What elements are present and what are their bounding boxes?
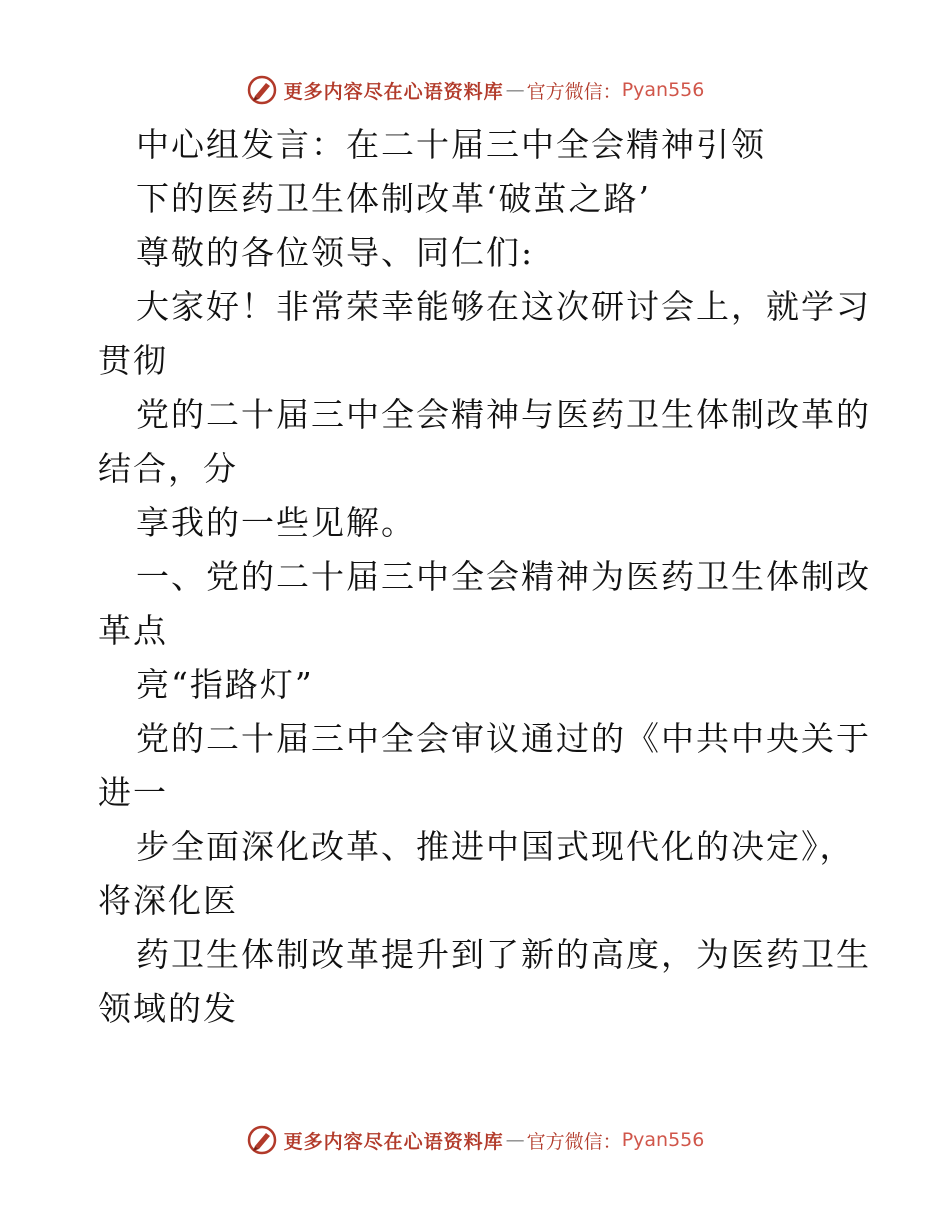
watermark-official: 官方微信： xyxy=(526,1130,622,1153)
text-line: 中心组发言：在二十届三中全会精神引领 xyxy=(136,125,766,164)
text-line: 党的二十届三中全会审议通过的《中共中央关于 xyxy=(136,719,871,758)
text-line: 领域的发 xyxy=(98,989,238,1028)
text-line: 尊敬的各位领导、同仁们: xyxy=(136,233,535,272)
text-line: 结合，分 xyxy=(98,449,238,488)
text-line: 下的医药卫生体制改革‘破茧之路’ xyxy=(136,179,651,218)
text-line: 进一 xyxy=(98,773,168,812)
text-line: 亮“指路灯” xyxy=(136,665,314,704)
text-line: 大家好！非常荣幸能够在这次研讨会上，就学习 xyxy=(136,287,871,326)
watermark-dash: — xyxy=(505,1129,525,1151)
pen-logo-icon xyxy=(246,1124,278,1156)
watermark-header xyxy=(0,70,950,110)
text-line: 革点 xyxy=(98,611,168,650)
watermark-official: 官方微信： xyxy=(526,80,622,103)
watermark-footer xyxy=(0,1120,950,1160)
text-line: 一、党的二十届三中全会精神为医药卫生体制改 xyxy=(136,557,871,596)
text-line: 党的二十届三中全会精神与医药卫生体制改革的 xyxy=(136,395,871,434)
text-line: 贯彻 xyxy=(98,341,168,380)
watermark-brand: 更多内容尽在心语资料库 xyxy=(283,1130,504,1153)
text-line: 步全面深化改革、推进中国式现代化的决定》， xyxy=(136,827,855,866)
watermark-wechat-id: Pyan556 xyxy=(621,79,705,101)
text-line: 享我的一些见解。 xyxy=(136,503,416,542)
text-line: 药卫生体制改革提升到了新的高度，为医药卫生 xyxy=(136,935,871,974)
watermark-wechat-id: Pyan556 xyxy=(621,1129,705,1151)
watermark-brand: 更多内容尽在心语资料库 xyxy=(283,80,504,103)
document-body xyxy=(98,118,871,1036)
pen-logo-icon xyxy=(246,74,278,106)
text-line: 将深化医 xyxy=(98,881,238,920)
watermark-dash: — xyxy=(505,79,525,101)
